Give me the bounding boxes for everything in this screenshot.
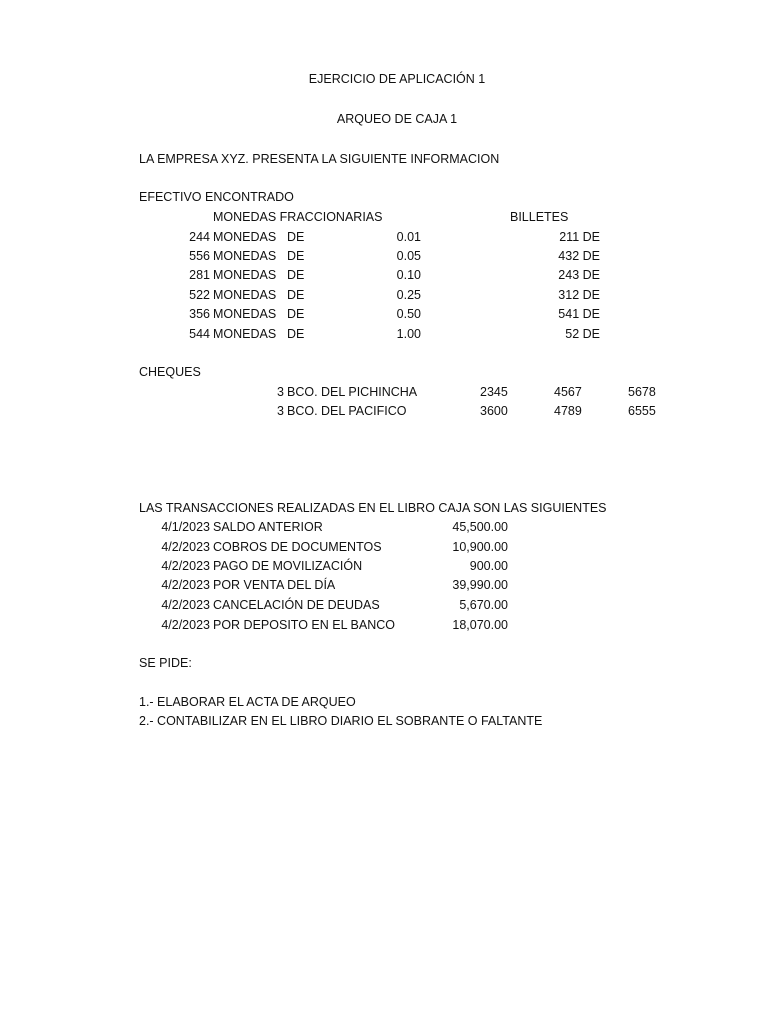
coin-label: MONEDAS xyxy=(213,268,277,282)
coin-value: 1.00 xyxy=(396,327,421,341)
coin-de: DE xyxy=(287,249,305,263)
transaction-desc: CANCELACIÓN DE DEUDAS xyxy=(213,598,380,612)
coin-qty: 556 xyxy=(189,249,210,263)
coin-value: 0.50 xyxy=(396,307,421,321)
transaction-date: 4/2/2023 xyxy=(161,578,210,592)
transaction-amount: 45,500.00 xyxy=(452,520,508,534)
cheque-value-2: 4789 xyxy=(554,404,582,418)
coin-qty: 244 xyxy=(189,230,210,244)
billete-count: 243 DE xyxy=(558,268,600,282)
billete-count: 432 DE xyxy=(558,249,600,263)
coin-de: DE xyxy=(287,327,305,341)
transaction-date: 4/2/2023 xyxy=(161,598,210,612)
transaction-desc: POR DEPOSITO EN EL BANCO xyxy=(213,618,395,632)
transaction-desc: PAGO DE MOVILIZACIÓN xyxy=(213,559,363,573)
exercise-title: EJERCICIO DE APLICACIÓN 1 xyxy=(308,72,486,86)
coin-qty: 281 xyxy=(189,268,210,282)
cheque-qty: 3 xyxy=(277,404,284,418)
transaction-amount: 10,900.00 xyxy=(452,540,508,554)
cheque-value-1: 3600 xyxy=(480,404,508,418)
coin-value: 0.01 xyxy=(396,230,421,244)
coin-value: 0.10 xyxy=(396,268,421,282)
coin-label: MONEDAS xyxy=(213,288,277,302)
cheque-value-3: 6555 xyxy=(628,404,656,418)
coin-label: MONEDAS xyxy=(213,307,277,321)
coin-qty: 544 xyxy=(189,327,210,341)
coin-de: DE xyxy=(287,230,305,244)
cheque-value-2: 4567 xyxy=(554,385,582,399)
coin-value: 0.25 xyxy=(396,288,421,302)
transaction-date: 4/2/2023 xyxy=(161,618,210,632)
cheque-bank: BCO. DEL PICHINCHA xyxy=(287,385,418,399)
transaction-date: 4/2/2023 xyxy=(161,559,210,573)
cheques-heading: CHEQUES xyxy=(139,365,201,379)
efectivo-heading: EFECTIVO ENCONTRADO xyxy=(139,190,294,204)
billetes-header: BILLETES xyxy=(510,210,569,224)
transaction-amount: 18,070.00 xyxy=(452,618,508,632)
coin-qty: 522 xyxy=(189,288,210,302)
coin-qty: 356 xyxy=(189,307,210,321)
intro-text: LA EMPRESA XYZ. PRESENTA LA SIGUIENTE INFORMACION xyxy=(139,152,500,166)
task-item: 1.- ELABORAR EL ACTA DE ARQUEO xyxy=(139,695,356,709)
billete-count: 541 DE xyxy=(558,307,600,321)
coin-de: DE xyxy=(287,307,305,321)
cheque-value-3: 5678 xyxy=(628,385,656,399)
monedas-header: MONEDAS FRACCIONARIAS xyxy=(213,210,383,224)
task-item: 2.- CONTABILIZAR EN EL LIBRO DIARIO EL SOBRANTE O FALTANTE xyxy=(139,714,543,728)
coin-value: 0.05 xyxy=(396,249,421,263)
transaction-date: 4/1/2023 xyxy=(161,520,210,534)
arqueo-title: ARQUEO DE CAJA 1 xyxy=(336,112,458,126)
transaction-desc: COBROS DE DOCUMENTOS xyxy=(213,540,382,554)
billete-count: 52 DE xyxy=(565,327,600,341)
cheque-bank: BCO. DEL PACIFICO xyxy=(287,404,407,418)
billete-count: 312 DE xyxy=(558,288,600,302)
transaction-amount: 5,670.00 xyxy=(459,598,508,612)
billete-count: 211 DE xyxy=(559,230,600,244)
transaction-date: 4/2/2023 xyxy=(161,540,210,554)
transaction-desc: SALDO ANTERIOR xyxy=(213,520,323,534)
transaction-amount: 39,990.00 xyxy=(452,578,508,592)
transaction-desc: POR VENTA DEL DÍA xyxy=(213,578,336,592)
transacciones-heading: LAS TRANSACCIONES REALIZADAS EN EL LIBRO CAJA SON LAS SIGUIENTES xyxy=(139,501,607,515)
coin-de: DE xyxy=(287,288,305,302)
transaction-amount: 900.00 xyxy=(469,559,508,573)
cheque-value-1: 2345 xyxy=(480,385,508,399)
coin-de: DE xyxy=(287,268,305,282)
coin-label: MONEDAS xyxy=(213,249,277,263)
cheque-qty: 3 xyxy=(277,385,284,399)
se-pide-heading: SE PIDE: xyxy=(139,656,192,670)
coin-label: MONEDAS xyxy=(213,327,277,341)
coin-label: MONEDAS xyxy=(213,230,277,244)
